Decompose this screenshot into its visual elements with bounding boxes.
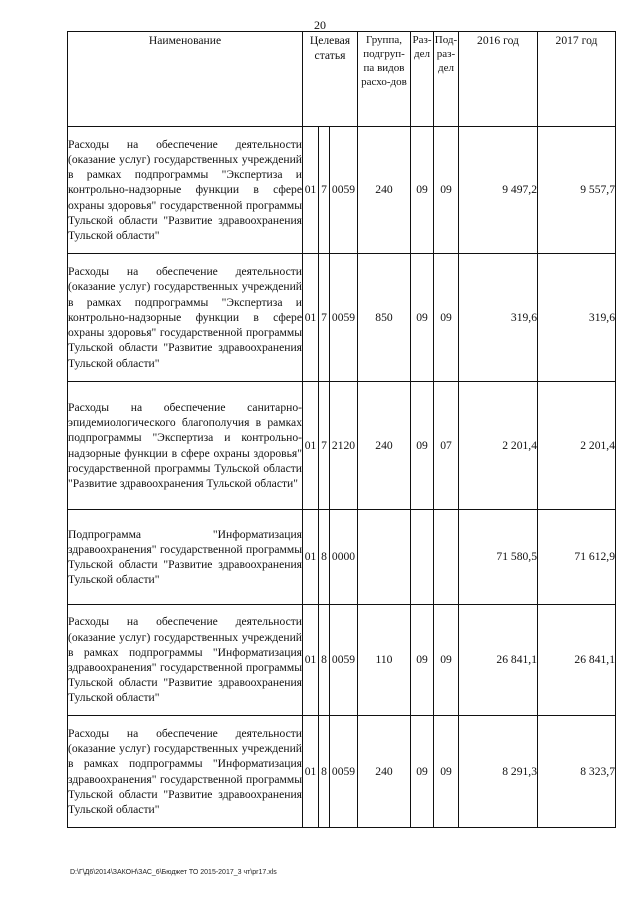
- section: 09: [411, 254, 434, 382]
- amount-2017: 71 612,9: [538, 510, 616, 605]
- target-article-direction: 0059: [330, 716, 358, 828]
- target-article-program: 01: [303, 254, 319, 382]
- table-body: [68, 127, 616, 828]
- row-name: Расходы на обеспечение деятельности (оказание услуг) государственных учреждений в рамках подпрограммы "Информатизация здравоохранения" государственной программы Тульской области "Развитие здравоохранения Тульской области": [68, 605, 303, 716]
- section: [411, 510, 434, 605]
- amount-2017: 319,6: [538, 254, 616, 382]
- header-row: [68, 32, 616, 127]
- header-subsection: Под-раз-дел: [434, 32, 459, 127]
- subsection: 09: [434, 716, 459, 828]
- section: 09: [411, 127, 434, 254]
- target-article-direction: 0059: [330, 127, 358, 254]
- row-name: Расходы на обеспечение санитарно-эпидемиологического благополучия в рамках подпрограммы "Экспертиза и контрольно-надзорные функции в сфере охраны здоровья" государственной программы Тульской области "Развитие здравоохранения Тульской области": [68, 382, 303, 510]
- target-article-subprogram: 8: [319, 716, 330, 828]
- table-row: [68, 382, 616, 510]
- row-name: Расходы на обеспечение деятельности (оказание услуг) государственных учреждений в рамках подпрограммы "Экспертиза и контрольно-надзорные функции в сфере охраны здоровья" государственной программы Тульской области "Развитие здравоохранения Тульской области": [68, 127, 303, 254]
- section: 09: [411, 382, 434, 510]
- expense-group: 110: [358, 605, 411, 716]
- target-article-subprogram: 7: [319, 382, 330, 510]
- header-expense-group: Группа, подгруп-па видов расхо-дов: [358, 32, 411, 127]
- row-name: Расходы на обеспечение деятельности (оказание услуг) государственных учреждений в рамках подпрограммы "Экспертиза и контрольно-надзорные функции в сфере охраны здоровья" государственной программы Тульской области "Развитие здравоохранения Тульской области": [68, 254, 303, 382]
- table-row: [68, 716, 616, 828]
- target-article-subprogram: 8: [319, 605, 330, 716]
- target-article-program: 01: [303, 605, 319, 716]
- amount-2017: 9 557,7: [538, 127, 616, 254]
- amount-2016: 71 580,5: [459, 510, 538, 605]
- target-article-direction: 0000: [330, 510, 358, 605]
- table-row: [68, 127, 616, 254]
- row-name: Подпрограмма "Информатизация здравоохранения" государственной программы Тульской области "Развитие здравоохранения Тульской области": [68, 510, 303, 605]
- target-article-program: 01: [303, 127, 319, 254]
- header-year-2017: 2017 год: [538, 32, 616, 127]
- target-article-direction: 2120: [330, 382, 358, 510]
- amount-2016: 9 497,2: [459, 127, 538, 254]
- expense-group: 240: [358, 127, 411, 254]
- header-target-article: Целевая статья: [303, 32, 358, 127]
- subsection: 09: [434, 127, 459, 254]
- target-article-program: 01: [303, 510, 319, 605]
- amount-2017: 2 201,4: [538, 382, 616, 510]
- target-article-subprogram: 8: [319, 510, 330, 605]
- file-path-footer: D:\Г\Д6\2014\ЗАКОН\ЗАС_6\Бюджет ТО 2015-2017_3 чт\pr17.xls: [70, 869, 277, 876]
- header-section: Раз-дел: [411, 32, 434, 127]
- subsection: 09: [434, 254, 459, 382]
- subsection: 09: [434, 605, 459, 716]
- target-article-subprogram: 7: [319, 127, 330, 254]
- amount-2017: 8 323,7: [538, 716, 616, 828]
- target-article-program: 01: [303, 382, 319, 510]
- table-row: [68, 510, 616, 605]
- expense-group: 240: [358, 716, 411, 828]
- header-year-2016: 2016 год: [459, 32, 538, 127]
- section: 09: [411, 716, 434, 828]
- target-article-direction: 0059: [330, 254, 358, 382]
- expense-group: 240: [358, 382, 411, 510]
- amount-2016: 2 201,4: [459, 382, 538, 510]
- expense-group: [358, 510, 411, 605]
- row-name: Расходы на обеспечение деятельности (оказание услуг) государственных учреждений в рамках подпрограммы "Информатизация здравоохранения" государственной программы Тульской области "Развитие здравоохранения Тульской области": [68, 716, 303, 828]
- amount-2016: 26 841,1: [459, 605, 538, 716]
- amount-2016: 319,6: [459, 254, 538, 382]
- page-number: 20: [314, 18, 326, 32]
- target-article-program: 01: [303, 716, 319, 828]
- budget-table: [67, 31, 616, 828]
- subsection: [434, 510, 459, 605]
- target-article-subprogram: 7: [319, 254, 330, 382]
- subsection: 07: [434, 382, 459, 510]
- table-row: [68, 605, 616, 716]
- amount-2016: 8 291,3: [459, 716, 538, 828]
- header-name: Наименование: [68, 32, 303, 127]
- amount-2017: 26 841,1: [538, 605, 616, 716]
- table-row: [68, 254, 616, 382]
- section: 09: [411, 605, 434, 716]
- target-article-direction: 0059: [330, 605, 358, 716]
- expense-group: 850: [358, 254, 411, 382]
